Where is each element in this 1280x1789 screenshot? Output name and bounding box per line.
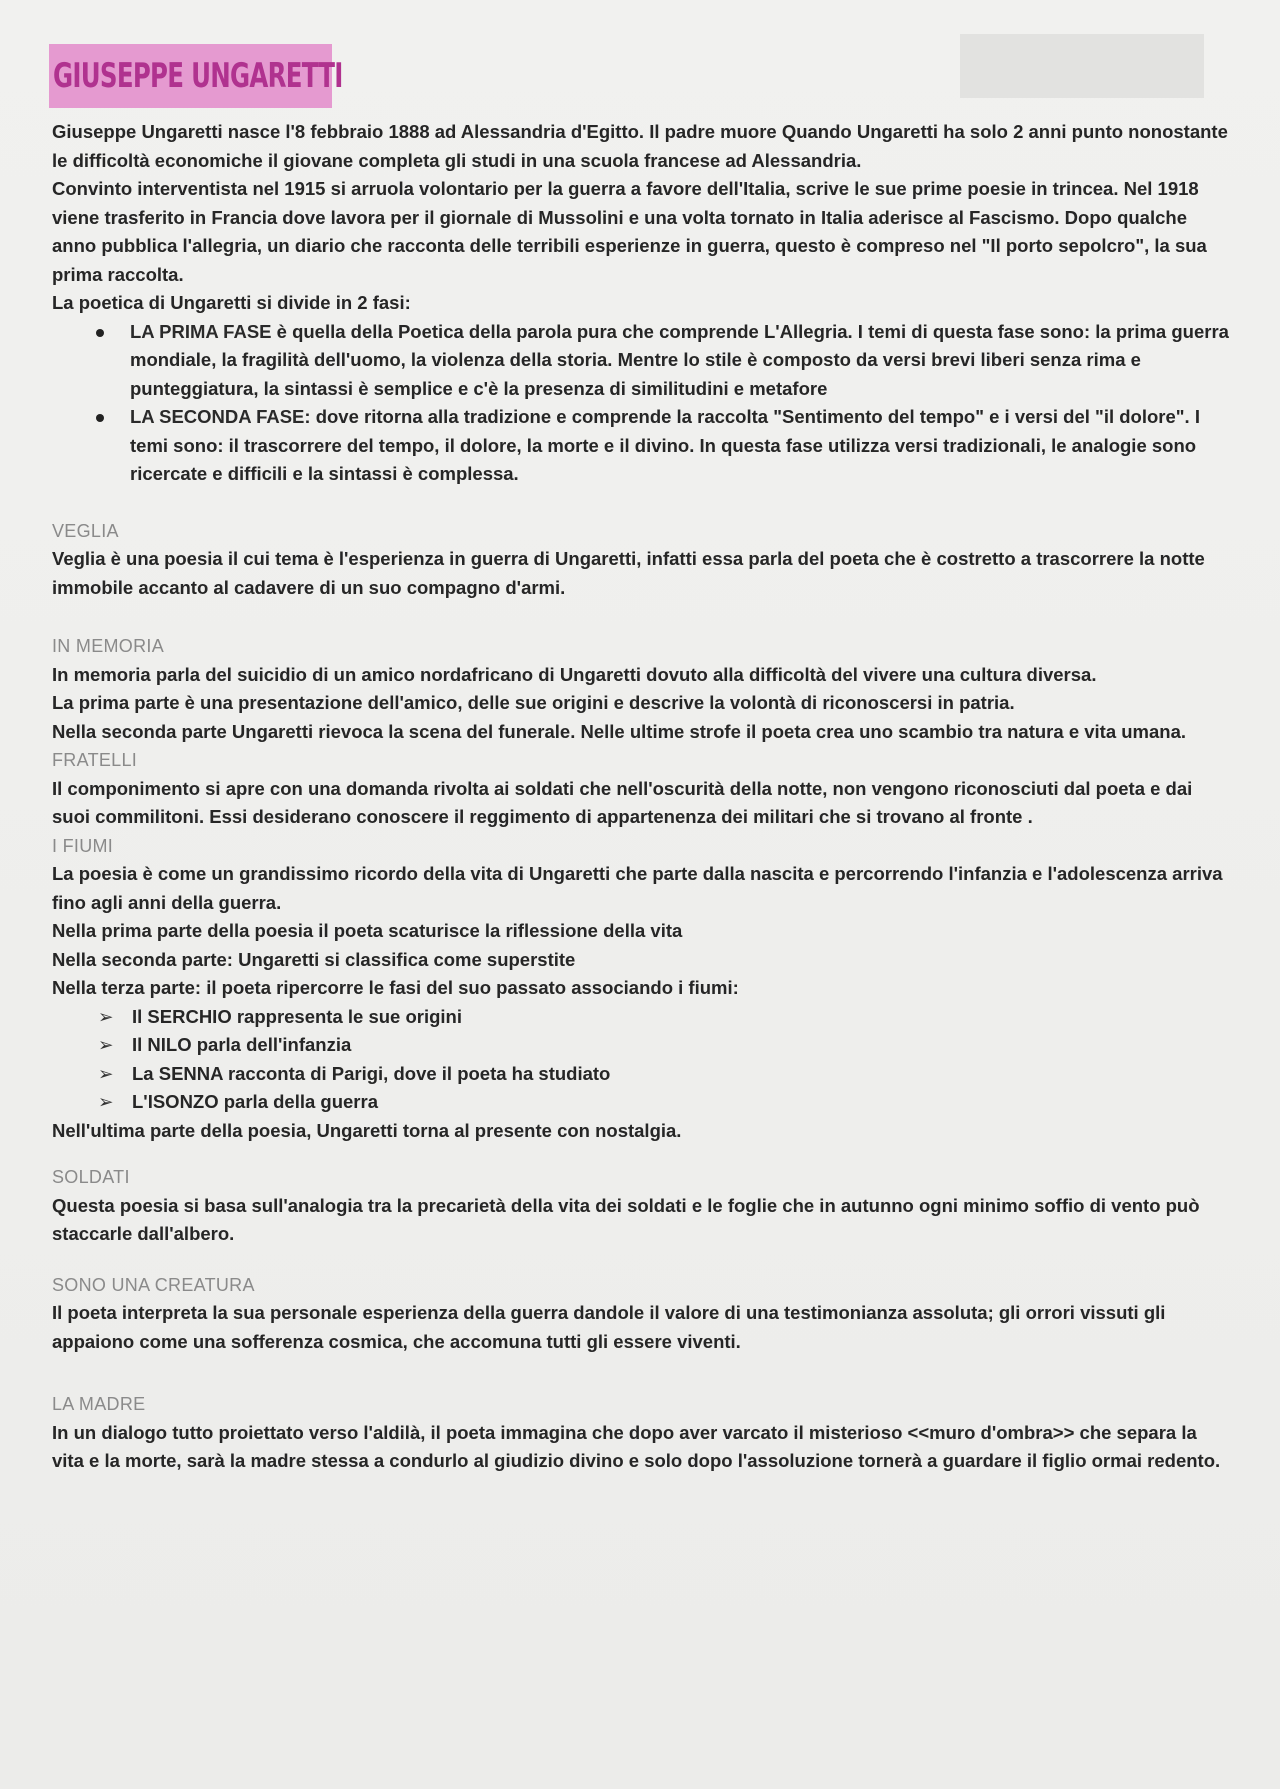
section-veglia [52, 517, 1230, 603]
river-text: Il SERCHIO rappresenta le sue origini [132, 1005, 463, 1027]
section-heading: IN MEMORIA [52, 636, 165, 656]
section-text: La poesia è come un grandissimo ricordo della vita di Ungaretti che parte dalla nascita e percorrendo l'infanzia e l'adolescenza arriva fino agli anni della guerra. [52, 863, 1223, 913]
section-text: Nella seconda parte Ungaretti rievoca la scena del funerale. Nelle ultime strofe il poeta crea uno scambio tra natura e vita umana. [52, 720, 1187, 742]
river-text: Il NILO parla dell'infanzia [132, 1034, 352, 1055]
section-text: In un dialogo tutto proiettato verso l'aldilà, il poeta immagina che dopo aver varcato il misterioso <<muro d'ombra>> che separa la vita e la morte, sarà la madre stessa a condurlo al giudizio divino e solo dopo l'assoluzione tornerà a guardare il figlio ormai redento. [52, 1421, 1221, 1471]
list-item [130, 403, 1230, 489]
section-text: Il componimento si apre con una domanda rivolta ai soldati che nell'oscurità della notte, non vengono riconosciuti dal poeta e dai suoi commilitoni. Essi desiderano conoscere il reggimento di appartenenza dei militari che si trovano al fronte . [52, 777, 1193, 827]
section-heading: LA MADRE [52, 1394, 146, 1414]
section-text: Nella prima parte della poesia il poeta scaturisce la riflessione della vita [52, 920, 683, 941]
section-soldati [52, 1163, 1230, 1249]
section-text: Il poeta interpreta la sua personale esperienza della guerra dandole il valore di una testimonianza assoluta; gli orrori vissuti gli appaiono come una sofferenza cosmica, che accomuna tutti gli essere viventi. [52, 1302, 1166, 1352]
section-text: Nella seconda parte: Ungaretti si classifica come superstite [52, 948, 576, 970]
phase-label: LA SECONDA FASE [130, 406, 305, 427]
list-item [130, 318, 1230, 404]
section-heading: FRATELLI [52, 750, 138, 770]
list-item [98, 1031, 1230, 1060]
arrow-bullet-icon: ➢ [98, 1091, 114, 1112]
bio-paragraph-2: Convinto interventista nel 1915 si arruola volontario per la guerra a favore dell'Italia, scrive le sue prime poesie in trincea. Nel 1918 viene trasferito in Francia dove lavora per il giornale di Mussolini e una volta tornato in Italia aderisce al Fascismo. Dopo qualche anno pubblica l'allegria, un diario che racconta delle terribili esperienze in guerra, questo è compreso nel "Il porto sepolcro", la sua prima raccolta. [52, 178, 1207, 285]
section-text: Nella terza parte: il poeta ripercorre le fasi del suo passato associando i fiumi: [52, 977, 739, 998]
phases-list [52, 318, 1230, 489]
section-heading: SOLDATI [52, 1167, 130, 1187]
section-i-fiumi [52, 832, 1230, 1146]
section-sono-una-creatura [52, 1271, 1230, 1357]
page-title: GIUSEPPE UNGARETTI [53, 56, 343, 96]
section-heading: VEGLIA [52, 520, 119, 541]
phase-label: LA PRIMA FASE [130, 320, 272, 342]
section-text: In memoria parla del suicidio di un amico nordafricano di Ungaretti dovuto alla difficoltà del vivere una cultura diversa. [52, 663, 1097, 685]
list-item [98, 1003, 1230, 1032]
phase-text: è quella della Poetica della parola pura che comprende L'Allegria. I temi di questa fase sono: la prima guerra mondiale, la fragilità dell'uomo, la violenza della storia. Mentre lo stile è composto da versi brevi liberi senza rima e punteggiatura, la sintassi è semplice e c'è la presenza di similitudini e metafore [130, 320, 1229, 399]
bullet-icon [96, 414, 104, 422]
section-text: Veglia è una poesia il cui tema è l'esperienza in guerra di Ungaretti, infatti essa parla del poeta che è costretto a trascorrere la notte immobile accanto al cadavere di un suo compagno d'armi. [52, 548, 1205, 598]
faded-header-block [960, 34, 1204, 98]
section-text: Questa poesia si basa sull'analogia tra la precarietà della vita dei soldati e le foglie che in autunno ogni minimo soffio di vento può staccarle dall'albero. [52, 1194, 1200, 1244]
title-highlight [49, 44, 343, 108]
section-heading: I FIUMI [52, 835, 114, 856]
section-text: La prima parte è una presentazione dell'amico, delle sue origini e descrive la volontà di riconoscersi in patria. [52, 692, 1015, 713]
bio-paragraph-1: Giuseppe Ungaretti nasce l'8 febbraio 1888 ad Alessandria d'Egitto. Il padre muore Quando Ungaretti ha solo 2 anni punto nonostante le difficoltà economiche il giovane completa gli studi in una scuola francese ad Alessandria. [52, 121, 1228, 171]
section-in-memoria [52, 632, 1230, 746]
bullet-icon [96, 329, 104, 337]
rivers-list [52, 1003, 1230, 1117]
arrow-bullet-icon: ➢ [98, 1005, 114, 1027]
section-heading: SONO UNA CREATURA [52, 1274, 255, 1295]
arrow-bullet-icon: ➢ [98, 1062, 114, 1084]
list-item [98, 1060, 1230, 1089]
list-item [98, 1088, 1230, 1117]
river-text: La SENNA racconta di Parigi, dove il poeta ha studiato [132, 1062, 611, 1084]
bio-paragraph-3: La poetica di Ungaretti si divide in 2 fasi: [52, 292, 411, 313]
section-la-madre [52, 1390, 1230, 1476]
arrow-bullet-icon: ➢ [98, 1034, 114, 1055]
document-body [52, 118, 1230, 1476]
river-text: L'ISONZO parla della guerra [132, 1091, 378, 1112]
section-text: Nell'ultima parte della poesia, Ungaretti torna al presente con nostalgia. [52, 1119, 682, 1141]
section-fratelli [52, 746, 1230, 832]
phase-text: : dove ritorna alla tradizione e comprende la raccolta "Sentimento del tempo" e i versi del "il dolore". I temi sono: il trascorrere del tempo, il dolore, la morte e il divino. In questa fase utilizza versi tradizionali, le analogie sono ricercate e difficili e la sintassi è complessa. [130, 406, 1200, 484]
